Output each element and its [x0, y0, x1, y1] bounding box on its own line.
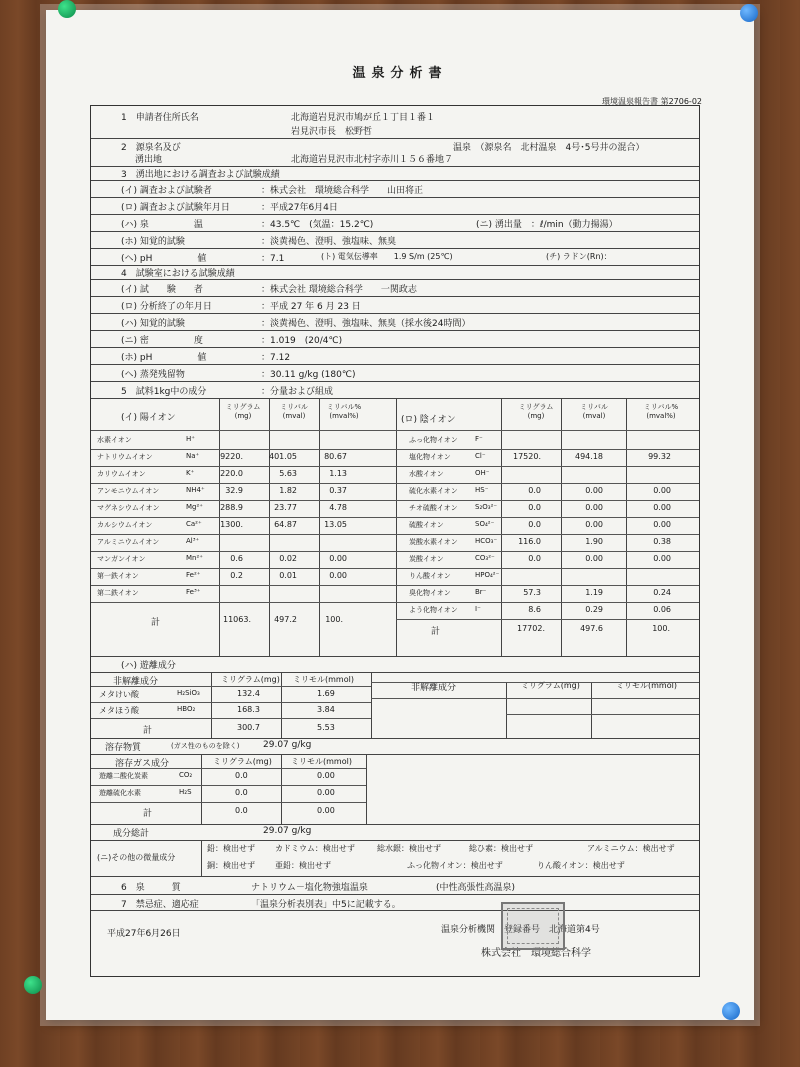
- cation-symbol: NH4⁺: [186, 486, 205, 494]
- undiss-mmol: 1.69: [317, 689, 335, 698]
- source-name: 温泉 （源泉名 北村温泉 4号･5号井の混合）: [453, 143, 645, 153]
- anion-total-label: 計: [431, 627, 441, 637]
- composition-label: 5 試料1kg中の成分: [121, 387, 207, 397]
- row-source: [91, 138, 699, 167]
- undiss-right-heading: 非解離成分: [411, 683, 457, 693]
- pushpin-icon: [58, 0, 76, 18]
- site-ph-value: ：7.1: [261, 254, 285, 264]
- row-site-b: [91, 197, 699, 215]
- gas-table: [91, 754, 371, 824]
- anion-mg: 57.3: [523, 588, 541, 597]
- lab-date-value: ：平成 27 年 6 月 23 日: [261, 302, 361, 312]
- lab-sensory-label: (ハ) 知覚的試験: [121, 319, 185, 329]
- row-applicant: [91, 106, 699, 139]
- row-lab-a: [91, 279, 699, 297]
- cation-total-mval: 497.2: [274, 615, 297, 624]
- cation-symbol: Fe³⁺: [186, 588, 201, 596]
- cation-total-label: 計: [151, 618, 161, 628]
- pushpin-icon: [722, 1002, 740, 1020]
- anion-pct: 0.38: [653, 537, 671, 546]
- lab-examiner-label: (イ) 試 験 者: [121, 285, 203, 295]
- site-section-heading: 3 湧出地における調査および試験成績: [121, 170, 280, 180]
- cation-mval: 1.82: [279, 486, 297, 495]
- row-lab-c: [91, 313, 699, 331]
- gas-total-mg: 0.0: [235, 806, 248, 815]
- trace-line-2: [207, 860, 699, 874]
- applicant-label: 1 申請者住所氏名: [121, 113, 199, 123]
- gas-mg: 0.0: [235, 788, 248, 797]
- agency-registration: 温泉分析機関 登録番号 北海道第4号: [441, 925, 600, 935]
- analysis-form: [90, 105, 700, 977]
- row-lab-f: [91, 364, 699, 382]
- anion-symbol: CO₃²⁻: [475, 554, 495, 562]
- undiss-total-mmol: 5.53: [317, 723, 335, 732]
- cation-pct: 4.78: [329, 503, 347, 512]
- undiss-name: メタほう酸: [99, 706, 139, 715]
- cation-symbol: Na⁺: [186, 452, 200, 460]
- undiss-name: メタけい酸: [99, 690, 139, 699]
- cation-mg: 32.9: [225, 486, 243, 495]
- cation-pct: 13.05: [324, 520, 347, 529]
- prohibit-value: 「温泉分析表別表」中5に記載する。: [251, 900, 401, 910]
- anion-symbol: Cl⁻: [475, 452, 486, 460]
- row-lab-head: [91, 265, 699, 280]
- trace-item: りん酸イオン：検出せず: [537, 861, 625, 870]
- total-value: 29.07 g/kg: [263, 826, 312, 836]
- anion-pct: 0.00: [653, 554, 671, 563]
- cation-symbol: Fe²⁺: [186, 571, 201, 579]
- cation-mg: 0.6: [230, 554, 243, 563]
- anion-col-mval: ミリバル(mval): [580, 403, 608, 420]
- row-site-head: [91, 166, 699, 181]
- density-value: ：1.019 (20/4℃): [261, 336, 343, 346]
- anion-mg: 17520.: [513, 452, 541, 461]
- anion-mg: 116.0: [518, 537, 541, 546]
- trace-item: 亜鉛：検出せず: [275, 861, 331, 870]
- anion-mval: 1.90: [585, 537, 603, 546]
- cation-col-mval: ミリバル(mval): [280, 403, 308, 420]
- document-sheet: [46, 10, 754, 1020]
- residue-label: (ヘ) 蒸発残留物: [121, 370, 185, 380]
- row-prohibit: [91, 894, 699, 911]
- gas-total-label: 計: [143, 809, 153, 819]
- cation-mval: 401.05: [269, 452, 297, 461]
- anion-mval: 0.00: [585, 520, 603, 529]
- anion-name: 炭酸水素イオン: [409, 538, 458, 546]
- row-site-a: [91, 180, 699, 198]
- cation-col-pct: ミリバル%(mval%): [326, 403, 362, 420]
- radon-value: (チ) ラドン(Rn)：: [546, 252, 612, 261]
- row-site-e: [91, 248, 699, 266]
- cation-name: カリウムイオン: [97, 470, 146, 478]
- anion-pct: 0.00: [653, 503, 671, 512]
- gas-col-mmol: ミリモル(mmol): [291, 757, 352, 766]
- row-lab-e: [91, 347, 699, 365]
- row-total: [91, 824, 699, 841]
- site-ph-label: (ヘ) pH 値: [121, 254, 207, 264]
- cation-mg: 1300.: [220, 520, 243, 529]
- undiss-total-mg: 300.7: [237, 723, 260, 732]
- anion-mg: 8.6: [528, 605, 541, 614]
- dissolved-value: 29.07 g/kg: [263, 740, 312, 750]
- trace-label: (ニ)その他の微量成分: [97, 853, 176, 862]
- spring-temp-label: (ハ) 泉 温: [121, 220, 203, 230]
- trace-line-1: [207, 843, 699, 857]
- anion-mval: 1.19: [585, 588, 603, 597]
- anion-pct: 0.24: [653, 588, 671, 597]
- cation-pct: 0.00: [329, 571, 347, 580]
- anion-total-mg: 17702.: [517, 624, 545, 633]
- anion-name: 硫酸イオン: [409, 521, 444, 529]
- anion-pct: 0.00: [653, 520, 671, 529]
- total-label: 成分総計: [113, 829, 150, 839]
- trace-item: 総水銀：検出せず: [377, 844, 441, 853]
- dissolved-note: (ガス性のものを除く): [171, 742, 240, 750]
- anion-symbol: Br⁻: [475, 588, 487, 596]
- cation-name: ナトリウムイオン: [97, 453, 153, 461]
- cation-mg: 220.0: [220, 469, 243, 478]
- quality-note: (中性高張性高温泉): [436, 883, 516, 893]
- anion-mval: 0.00: [585, 486, 603, 495]
- cation-mval: 64.87: [274, 520, 297, 529]
- cation-name: アルミニウムイオン: [97, 538, 160, 546]
- anion-mval: 0.29: [585, 605, 603, 614]
- anion-total-mval: 497.6: [580, 624, 603, 633]
- undiss-mg: 168.3: [237, 705, 260, 714]
- issue-date: 平成27年6月26日: [107, 929, 181, 939]
- cation-mval: 5.63: [279, 469, 297, 478]
- gas-name: 遊離硫化水素: [99, 789, 141, 797]
- anion-pct: 0.00: [653, 486, 671, 495]
- anion-symbol: HS⁻: [475, 486, 489, 494]
- trace-item: 鉛：検出せず: [207, 844, 255, 853]
- cation-name: カルシウムイオン: [97, 521, 153, 529]
- source-location: 北海道岩見沢市北村字赤川１５６番地７: [291, 155, 454, 165]
- cation-mval: 0.01: [279, 571, 297, 580]
- anion-col-pct: ミリバル%(mval%): [643, 403, 679, 420]
- anion-total-pct: 100.: [652, 624, 670, 633]
- cation-col-mg: ミリグラム(mg): [225, 403, 261, 420]
- trace-item: 銅：検出せず: [207, 861, 255, 870]
- site-examiner-value: ：株式会社 環境総合科学 山田将正: [261, 186, 424, 196]
- trace-item: カドミウム：検出せず: [275, 844, 355, 853]
- undiss-total-label: 計: [143, 726, 153, 736]
- cation-symbol: Al³⁺: [186, 537, 200, 545]
- conductivity-value: (ト) 電気伝導率 1.9 S/m (25℃): [321, 252, 453, 261]
- prohibit-label: 7 禁忌症、適応症: [121, 900, 199, 910]
- anion-name: 硫化水素イオン: [409, 487, 458, 495]
- anion-name: 炭酸イオン: [409, 555, 444, 563]
- quality-value: ナトリウム－塩化物強塩温泉: [251, 883, 368, 893]
- undiss-symbol: HBO₂: [177, 705, 196, 713]
- anion-mg: 0.0: [528, 486, 541, 495]
- composition-value: ：分量および組成: [261, 387, 334, 397]
- cation-mval: 23.77: [274, 503, 297, 512]
- cation-symbol: Mn²⁺: [186, 554, 203, 562]
- document-title: 温泉分析書: [352, 66, 448, 81]
- pushpin-icon: [740, 4, 758, 22]
- gas-symbol: CO₂: [179, 771, 193, 779]
- anion-col-mg: ミリグラム(mg): [518, 403, 554, 420]
- cation-name: アンモニウムイオン: [97, 487, 160, 495]
- lab-date-label: (ロ) 分析終了の年月日: [121, 302, 212, 312]
- site-examiner-label: (イ) 調査および試験者: [121, 186, 212, 196]
- cation-name: 水素イオン: [97, 436, 132, 444]
- cation-name: 第一鉄イオン: [97, 572, 139, 580]
- row-lab-g: [91, 381, 699, 399]
- row-free-head: [91, 656, 699, 673]
- gas-symbol: H₂S: [179, 788, 192, 796]
- trace-item: 総ひ素：検出せず: [469, 844, 533, 853]
- density-label: (ニ) 密 度: [121, 336, 203, 346]
- anion-mval: 494.18: [575, 452, 603, 461]
- row-lab-d: [91, 330, 699, 348]
- row-dissolved: [91, 738, 699, 755]
- row-quality: [91, 876, 699, 895]
- anion-symbol: HCO₃⁻: [475, 537, 498, 545]
- undiss-col-mmol: ミリモル(mmol): [293, 675, 354, 684]
- anion-symbol: S₂O₃²⁻: [475, 503, 498, 511]
- cation-symbol: H⁺: [186, 435, 195, 443]
- anion-name: 水酸イオン: [409, 470, 444, 478]
- undiss-right-col-mmol: ミリモル(mmol): [616, 681, 677, 690]
- anion-name: よう化物イオン: [409, 606, 458, 614]
- quality-label: 6 泉 質: [121, 883, 181, 893]
- dissolved-label: 溶存物質: [105, 743, 142, 753]
- site-sensory-value: ：淡黄褐色、澄明、強塩味、無臭: [261, 237, 397, 247]
- source-label: 2 源泉名及び: [121, 143, 181, 153]
- gas-mmol: 0.00: [317, 771, 335, 780]
- lab-ph-label: (ホ) pH 値: [121, 353, 207, 363]
- site-sensory-label: (ホ) 知覚的試験: [121, 237, 185, 247]
- row-site-c: [91, 214, 699, 232]
- reference-number: 環境温泉報告書 第2706-02: [602, 97, 702, 106]
- pushpin-icon: [24, 976, 42, 994]
- anion-pct: 0.06: [653, 605, 671, 614]
- anion-symbol: I⁻: [475, 605, 481, 613]
- anion-name: チオ硫酸イオン: [409, 504, 458, 512]
- cation-pct: 0.00: [329, 554, 347, 563]
- trace-item: ふっ化物イオン：検出せず: [407, 861, 503, 870]
- cation-mg: 288.9: [220, 503, 243, 512]
- anion-name: 塩化物イオン: [409, 453, 451, 461]
- undiss-col-mg: ミリグラム(mg): [221, 675, 280, 684]
- gas-name: 遊離二酸化炭素: [99, 772, 148, 780]
- cation-symbol: Ca²⁺: [186, 520, 202, 528]
- cation-pct: 0.37: [329, 486, 347, 495]
- anion-mval: 0.00: [585, 503, 603, 512]
- site-date-label: (ロ) 調査および試験年月日: [121, 203, 230, 213]
- anion-mg: 0.0: [528, 554, 541, 563]
- ion-table: [91, 398, 699, 657]
- anion-symbol: F⁻: [475, 435, 483, 443]
- lab-ph-value: ：7.12: [261, 353, 291, 363]
- anion-name: 臭化物イオン: [409, 589, 451, 597]
- undiss-symbol: H₂SiO₃: [177, 689, 200, 697]
- gas-col-mg: ミリグラム(mg): [213, 757, 272, 766]
- site-date-value: ：平成27年6月4日: [261, 203, 338, 213]
- anion-mg: 0.0: [528, 520, 541, 529]
- undiss-mmol: 3.84: [317, 705, 335, 714]
- flow-rate-value: (ニ) 湧出量 ：ℓ/min（動力揚湯）: [476, 220, 618, 230]
- cation-mval: 0.02: [279, 554, 297, 563]
- anion-mval: 0.00: [585, 554, 603, 563]
- cation-mg: 0.2: [230, 571, 243, 580]
- lab-sensory-value: ：淡黄褐色、澄明、強塩味、無臭（採水後24時間）: [261, 319, 471, 329]
- anion-pct: 99.32: [648, 452, 671, 461]
- cation-pct: 1.13: [329, 469, 347, 478]
- anion-mg: 0.0: [528, 503, 541, 512]
- cation-heading: (イ) 陽イオン: [121, 413, 176, 423]
- trace-item: アルミニウム：検出せず: [587, 844, 675, 853]
- undiss-mg: 132.4: [237, 689, 260, 698]
- residue-value: ：30.11 g/kg (180℃): [261, 370, 356, 380]
- undiss-right-col-mg: ミリグラム(mg): [521, 681, 580, 690]
- row-site-d: [91, 231, 699, 249]
- undissociated-table: [91, 672, 699, 739]
- agency-company: 株式会社 環境総合科学: [481, 948, 591, 959]
- source-label-2: 湧出地: [135, 155, 163, 165]
- cation-pct: 80.67: [324, 452, 347, 461]
- applicant-name: 岩見沢市長 松野哲: [291, 127, 373, 137]
- anion-symbol: SO₄²⁻: [475, 520, 495, 528]
- row-lab-b: [91, 296, 699, 314]
- gas-mg: 0.0: [235, 771, 248, 780]
- applicant-address: 北海道岩見沢市鳩が丘１丁目１番１: [291, 113, 436, 123]
- free-component-heading: (ハ) 遊離成分: [121, 661, 176, 671]
- undissociated-subheading: 非解離成分: [113, 677, 159, 687]
- official-seal: [501, 902, 565, 950]
- lab-section-heading: 4 試験室における試験成績: [121, 269, 235, 279]
- gas-heading: 溶存ガス成分: [115, 759, 170, 769]
- cation-name: マグネシウムイオン: [97, 504, 160, 512]
- cation-symbol: Mg²⁺: [186, 503, 203, 511]
- gas-mmol: 0.00: [317, 788, 335, 797]
- anion-name: ふっ化物イオン: [409, 436, 458, 444]
- anion-symbol: HPO₄²⁻: [475, 571, 500, 579]
- cation-name: 第二鉄イオン: [97, 589, 139, 597]
- anion-symbol: OH⁻: [475, 469, 490, 477]
- cation-mg: 9220.: [220, 452, 243, 461]
- cation-name: マンガンイオン: [97, 555, 146, 563]
- cation-total-pct: 100.: [325, 615, 343, 624]
- anion-name: りん酸イオン: [409, 572, 451, 580]
- lab-examiner-value: ：株式会社 環境総合科学 一関政志: [261, 285, 417, 295]
- row-trace: [91, 840, 699, 877]
- cation-symbol: K⁺: [186, 469, 195, 477]
- spring-temp-value: ：43.5℃ (気温：15.2℃): [261, 220, 374, 230]
- cation-total-mg: 11063.: [223, 615, 251, 624]
- gas-total-mmol: 0.00: [317, 806, 335, 815]
- anion-heading: (ロ) 陰イオン: [401, 415, 456, 425]
